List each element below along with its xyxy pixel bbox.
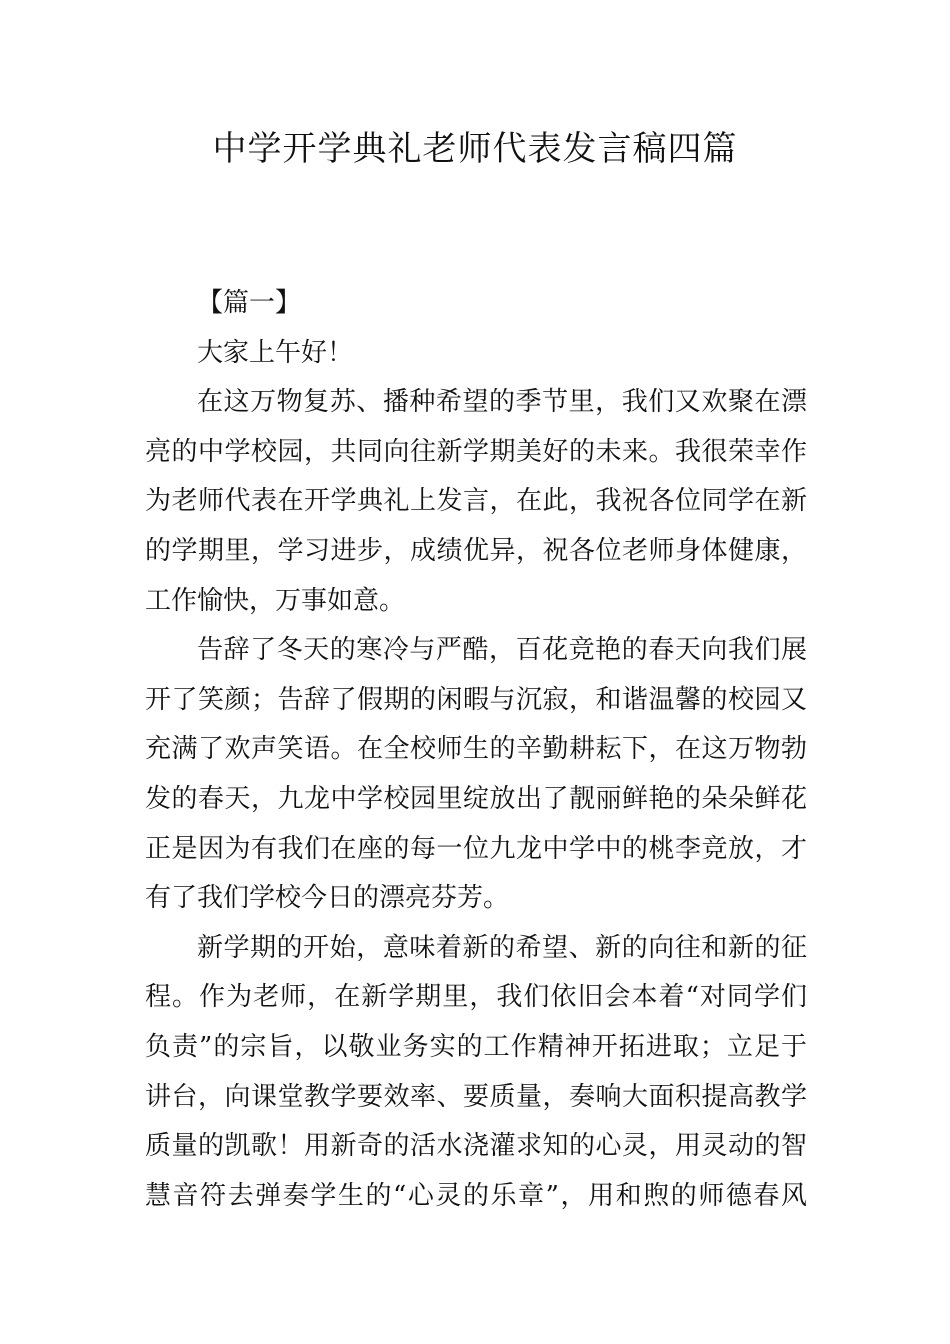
document-title: 中学开学典礼老师代表发言稿四篇	[212, 129, 738, 169]
section-heading: 【篇一】	[197, 288, 302, 318]
body-paragraph: 告辞了冬天的寒冷与严酷，百花竞艳的春天向我们展开了笑颜；告辞了假期的闲暇与沉寂，和谐温馨的校园又充满了欢声笑语。在全校师生的辛勤耕耘下，在这万物勃发的春天，九龙中学校园里绽放出了靓丽鲜艳的朵朵鲜花正是因为有我们在座的每一位九龙中学中的桃李竞放，才有了我们学校今日的漂亮芬芳。	[145, 635, 807, 914]
document-body	[145, 279, 807, 1221]
body-paragraph: 在这万物复苏、播种希望的季节里，我们又欢聚在漂亮的中学校园，共同向往新学期美好的未来。我很荣幸作为老师代表在开学典礼上发言，在此，我祝各位同学在新的学期里，学习进步，成绩优异，祝各位老师身体健康，工作愉快，万事如意。	[145, 387, 807, 616]
greeting-paragraph: 大家上午好！	[197, 337, 354, 368]
body-paragraph: 新学期的开始，意味着新的希望、新的向往和新的征程。作为老师，在新学期里，我们依旧会本着“对同学们负责”的宗旨，以敬业务实的工作精神开拓进取；立足于讲台，向课堂教学要效率、要质量，奏响大面积提高教学质量的凯歌！用新奇的活水浇灌求知的心灵，用灵动的智慧音符去弹奏学生的“心灵的乐章”，用和煦的师德春风	[145, 932, 807, 1211]
